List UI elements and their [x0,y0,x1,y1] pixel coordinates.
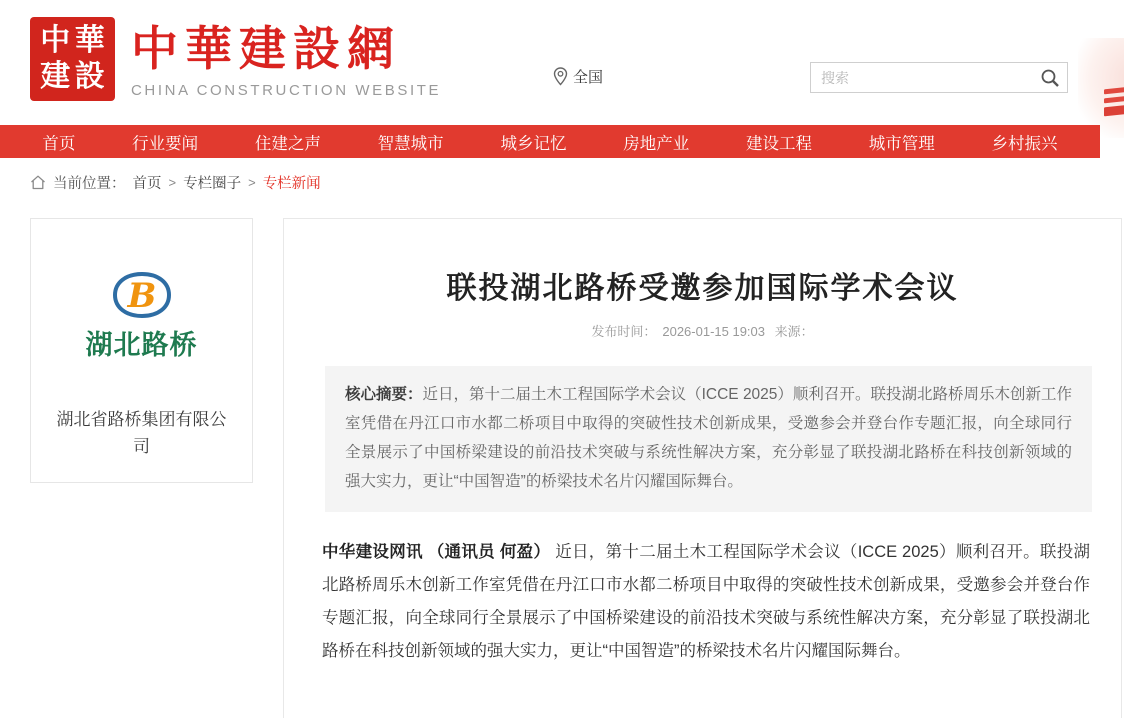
nav-item-smart-city[interactable]: 智慧城市 [377,134,444,153]
nav-item-rural-revitalization[interactable]: 乡村振兴 [991,134,1058,153]
nav-item-city-management[interactable]: 城市管理 [868,134,935,153]
logo-seal-icon [30,17,115,101]
search-button[interactable] [1033,63,1067,92]
company-emblem-icon [110,271,174,319]
nav-item-construction-engineering[interactable]: 建设工程 [745,134,812,153]
site-title: 中華建設網 [131,22,401,77]
nav-item-urban-rural-memory[interactable]: 城乡记忆 [500,134,567,153]
svg-text:B: B [127,276,156,316]
seal-char: 中 [40,23,71,58]
breadcrumb-separator: > [168,175,177,190]
nav-item-home[interactable]: 首页 [42,134,76,153]
location-pin-icon [553,67,568,86]
search-icon [1040,68,1060,88]
summary-text: 近日，第十二届土木工程国际学术会议（ICCE 2025）顺利召开。联投湖北路桥周乐木创新工作室凭借在丹江口市水都二桥项目中取得的突破性技术创新成果，受邀参会并登台作专题汇报，向全球同行全景展示了中国桥梁建设的前沿技术突破与系统性解决方案，充分彰显了联投湖北路桥在科技创新领域的强大实力，更让“中国智造”的桥梁技术名片闪耀国际舞台。 [345,386,1072,490]
seal-char: 設 [74,59,105,94]
seal-char: 建 [40,59,71,94]
region-selector[interactable] [553,66,603,87]
nav-item-housing-voice[interactable]: 住建之声 [254,134,321,153]
company-name: 湖北省路桥集团有限公司 [56,410,227,456]
breadcrumb-separator: > [248,175,256,190]
site-logo[interactable] [30,17,441,101]
publish-time-value: 2026-01-15 19:03 [662,324,766,339]
brush-wash-decoration [1078,38,1124,138]
article-body-lead: 中华建设网讯 （通讯员 何盈） [322,543,551,561]
site-subtitle: CHINA CONSTRUCTION WEBSITE [131,82,442,99]
company-card [30,218,253,483]
breadcrumb-column-circle[interactable]: 专栏圈子 [183,176,242,192]
home-icon [30,175,46,190]
company-logo-text: 湖北路桥 [85,330,198,360]
article-body-text: 近日，第十二届土木工程国际学术会议（ICCE 2025）顺利召开。联投湖北路桥周乐木创新工作室凭借在丹江口市水都二桥项目中取得的突破性技术创新成果，受邀参会并登台作专题汇报，向全球同行全景展示了中国桥梁建设的前沿技术突破与系统性解决方案，充分彰显了联投湖北路桥在科技创新领域的强大实力，更让“中国智造”的桥梁技术名片闪耀国际舞台。 [322,543,1091,660]
article-panel [283,218,1122,718]
site-title-block [131,17,441,99]
source-label: 来源： [774,324,814,339]
breadcrumb [30,172,321,193]
article-title: 联投湖北路桥受邀参加国际学术会议 [446,272,959,305]
article-meta [284,321,1121,340]
seal-char: 華 [74,23,105,58]
article-summary [325,366,1092,512]
breadcrumb-column-news[interactable]: 专栏新闻 [262,176,321,192]
breadcrumb-prefix: 当前位置： [53,176,126,192]
site-header [0,0,1124,125]
summary-label: 核心摘要： [345,386,423,403]
calligraphy-fragment-decoration [1104,87,1124,120]
article-body [322,536,1090,668]
breadcrumb-home[interactable]: 首页 [132,176,162,192]
search-input[interactable] [811,63,1033,92]
main-nav [0,125,1100,158]
publish-time-label: 发布时间： [591,324,657,339]
region-label: 全国 [573,69,604,86]
search-bar [810,62,1068,93]
nav-item-real-estate[interactable]: 房地产业 [623,134,690,153]
nav-item-industry-news[interactable]: 行业要闻 [132,134,199,153]
